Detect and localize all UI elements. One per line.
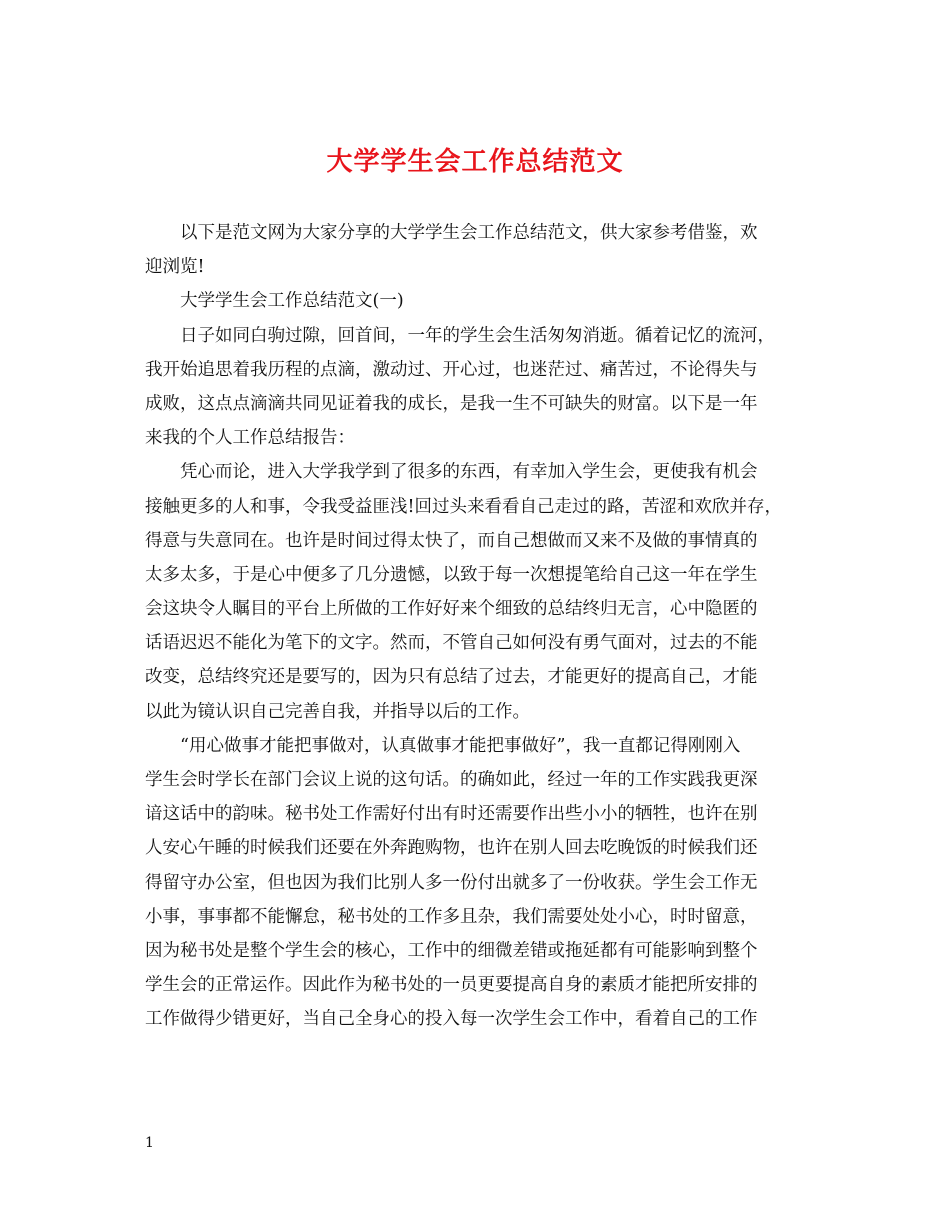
body-line: 会这块令人瞩目的平台上所做的工作好好来个细致的总结终归无言，心中隐匿的: [145, 599, 758, 620]
page-number: 1: [145, 1135, 154, 1151]
body-line: 来我的个人工作总结报告：: [145, 428, 355, 449]
body-line: 因为秘书处是整个学生会的核心，工作中的细微差错或拖延都有可能影响到整个: [145, 940, 758, 961]
body-line: 凭心而论，进入大学我学到了很多的东西，有幸加入学生会，更使我有机会: [180, 462, 758, 483]
body-line: 以下是范文网为大家分享的大学学生会工作总结范文，供大家参考借鉴，欢: [180, 223, 758, 243]
document-body: [145, 216, 810, 1037]
body-line: 学生会的正常运作。因此作为秘书处的一员更要提高自身的素质才能把所安排的: [145, 975, 758, 996]
body-line: 话语迟迟不能化为笔下的文字。然而，不管自己如何没有勇气面对，过去的不能: [145, 633, 758, 654]
body-line: 太多太多，于是心中便多了几分遗憾，以致于每一次想提笔给自己这一年在学生: [145, 564, 758, 585]
body-line: 成败，这点点滴滴共同见证着我的成长，是我一生不可缺失的财富。以下是一年: [145, 393, 758, 414]
body-line: 我开始追思着我历程的点滴，激动过、开心过，也迷茫过、痛苦过，不论得失与: [145, 359, 758, 380]
body-line: 迎浏览!: [145, 257, 205, 278]
body-line: 工作做得少错更好，当自己全身心的投入每一次学生会工作中，看着自己的工作: [145, 1009, 758, 1030]
body-line: 小事，事事都不能懈怠，秘书处的工作多且杂，我们需要处处小心，时时留意，: [145, 906, 758, 927]
body-line: 得意与失意同在。也许是时间过得太快了，而自己想做而又来不及做的事情真的: [145, 530, 758, 551]
document-title: 大学学生会工作总结范文: [326, 147, 624, 177]
body-line: 人安心午睡的时候我们还要在外奔跑购物，也许在别人回去吃晚饭的时候我们还: [145, 838, 758, 859]
body-line: 谙这话中的韵味。秘书处工作需好付出有时还需要作出些小小的牺牲，也许在别: [145, 804, 758, 825]
body-line: 以此为镜认识自己完善自我，并指导以后的工作。: [145, 701, 530, 722]
body-line: 日子如同白驹过隙，回首间，一年的学生会生活匆匆消逝。循着记忆的流河，: [180, 325, 775, 346]
body-line: “用心做事才能把事做对，认真做事才能把事做好”，我一直都记得刚刚入: [180, 735, 741, 756]
body-line: 得留守办公室，但也因为我们比别人多一份付出就多了一份收获。学生会工作无: [145, 872, 758, 893]
body-line: 接触更多的人和事，令我受益匪浅!回过头来看看自己走过的路，苦涩和欢欣并存，: [145, 496, 783, 517]
body-line: 大学学生会工作总结范文(一): [180, 291, 404, 312]
body-line: 学生会时学长在部门会议上说的这句话。的确如此，经过一年的工作实践我更深: [145, 770, 758, 790]
body-line: 改变，总结终究还是要写的，因为只有总结了过去，才能更好的提高自己，才能: [145, 667, 758, 688]
